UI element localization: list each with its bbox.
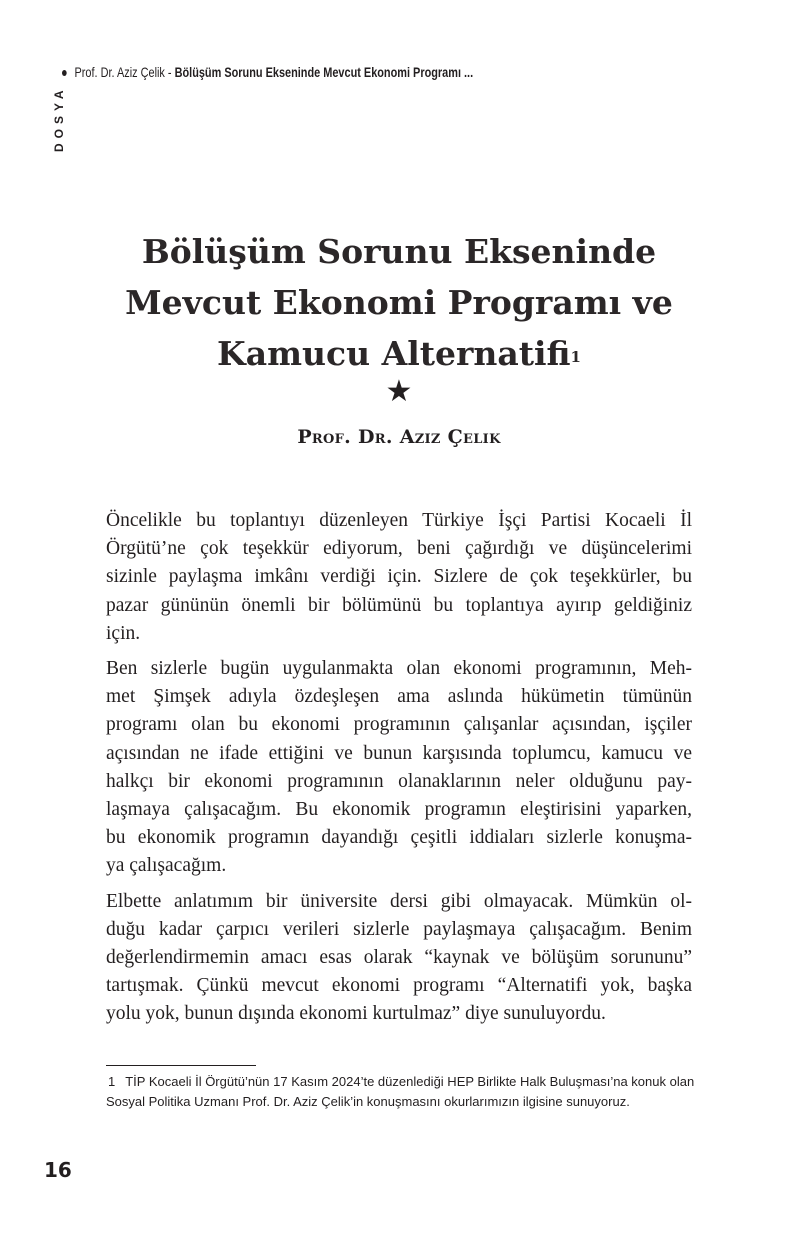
bullet-icon: [62, 70, 67, 76]
section-label: DOSYA: [52, 85, 66, 152]
footnote-ref[interactable]: 1: [570, 348, 581, 366]
footnote-number: 1: [108, 1074, 116, 1089]
text-line: yolu yok, bunun dışında ekonomi kurtulmaz” diye sunuluyordu.: [106, 1003, 606, 1025]
text-line: açısından ne ifade ettiğini ve bunun karşısında toplumcu, kamucu ve: [106, 742, 692, 764]
text-line: halkçı bir ekonomi programının olanaklarının neler olduğunu pay-: [106, 770, 692, 792]
article-title: [0, 226, 798, 379]
title-line: [0, 328, 798, 379]
running-header: [62, 64, 473, 80]
text-line: sizinle paylaşma imkânı verdiği için. Sizlere de çok teşekkürler, bu: [106, 566, 692, 588]
article-author: Prof. Dr. Aziz Çelik: [297, 426, 501, 448]
text-line: Elbette anlatımım bir üniversite dersi gibi olmayacak. Mümkün ol-: [106, 890, 692, 912]
footnote-divider: [106, 1065, 256, 1066]
text-line: Öncelikle bu toplantıyı düzenleyen Türkiye İşçi Partisi Kocaeli İl: [106, 510, 692, 531]
star-icon: ★: [385, 375, 413, 408]
article-body: [106, 507, 692, 1036]
footnote: [106, 1072, 696, 1112]
text-line: duğu kadar çarpıcı verileri sizlerle paylaşmaya çalışacağım. Benim: [106, 918, 692, 940]
text-line: Örgütü’ne çok teşekkür ediyorum, beni çağırdığı ve düşüncelerimi: [106, 538, 692, 560]
paragraph: [106, 507, 692, 648]
running-header-author: Prof. Dr. Aziz Çelik -: [74, 64, 172, 80]
footnote-text: TİP Kocaeli İl Örgütü’nün 17 Kasım 2024’te düzenlediği HEP Birlikte Halk Buluşması’na konuk olan Sosyal Politika Uzmanı Prof. Dr. Aziz Çelik’in konuşmasını okurlarımızın ilgisine sunuyoruz.: [106, 1074, 695, 1109]
paragraph: [106, 888, 692, 1029]
text-line: laşmaya çalışacağım. Bu ekonomik programın eleştirisini yaparken,: [106, 799, 692, 821]
text-line: met Şimşek adıyla özdeşleşen ama aslında hükümetin tümünün: [106, 686, 692, 708]
text-line: ya çalışacağım.: [106, 855, 227, 877]
paragraph: [106, 655, 692, 881]
text-line: bu ekonomik programın dayandığı çeşitli iddiaları sizlerle konuşma-: [106, 827, 692, 849]
text-line: Ben sizlerle bugün uygulanmakta olan ekonomi programının, Meh-: [106, 658, 692, 680]
running-header-title: Bölüşüm Sorunu Ekseninde Mevcut Ekonomi Programı ...: [174, 64, 474, 80]
text-line: programı olan bu ekonomi programının çalışanlar açısından, işçiler: [106, 714, 692, 736]
title-line: Bölüşüm Sorunu Ekseninde: [141, 232, 657, 271]
text-line: değerlendirmemin amacı esas olarak “kaynak ve bölüşüm sorununu”: [106, 947, 692, 969]
title-line-text: Kamucu Alternatifi: [217, 334, 571, 373]
text-line: pazar gününün önemli bir bölümünü bu toplantıya ayırıp geldiğiniz: [106, 594, 692, 616]
page-number: 16: [44, 1158, 72, 1182]
text-line: için.: [106, 622, 141, 644]
title-line: Mevcut Ekonomi Programı ve: [125, 283, 673, 322]
text-line: tartışmak. Çünkü mevcut ekonomi programı “Alternatifi yok, başka: [106, 975, 692, 997]
